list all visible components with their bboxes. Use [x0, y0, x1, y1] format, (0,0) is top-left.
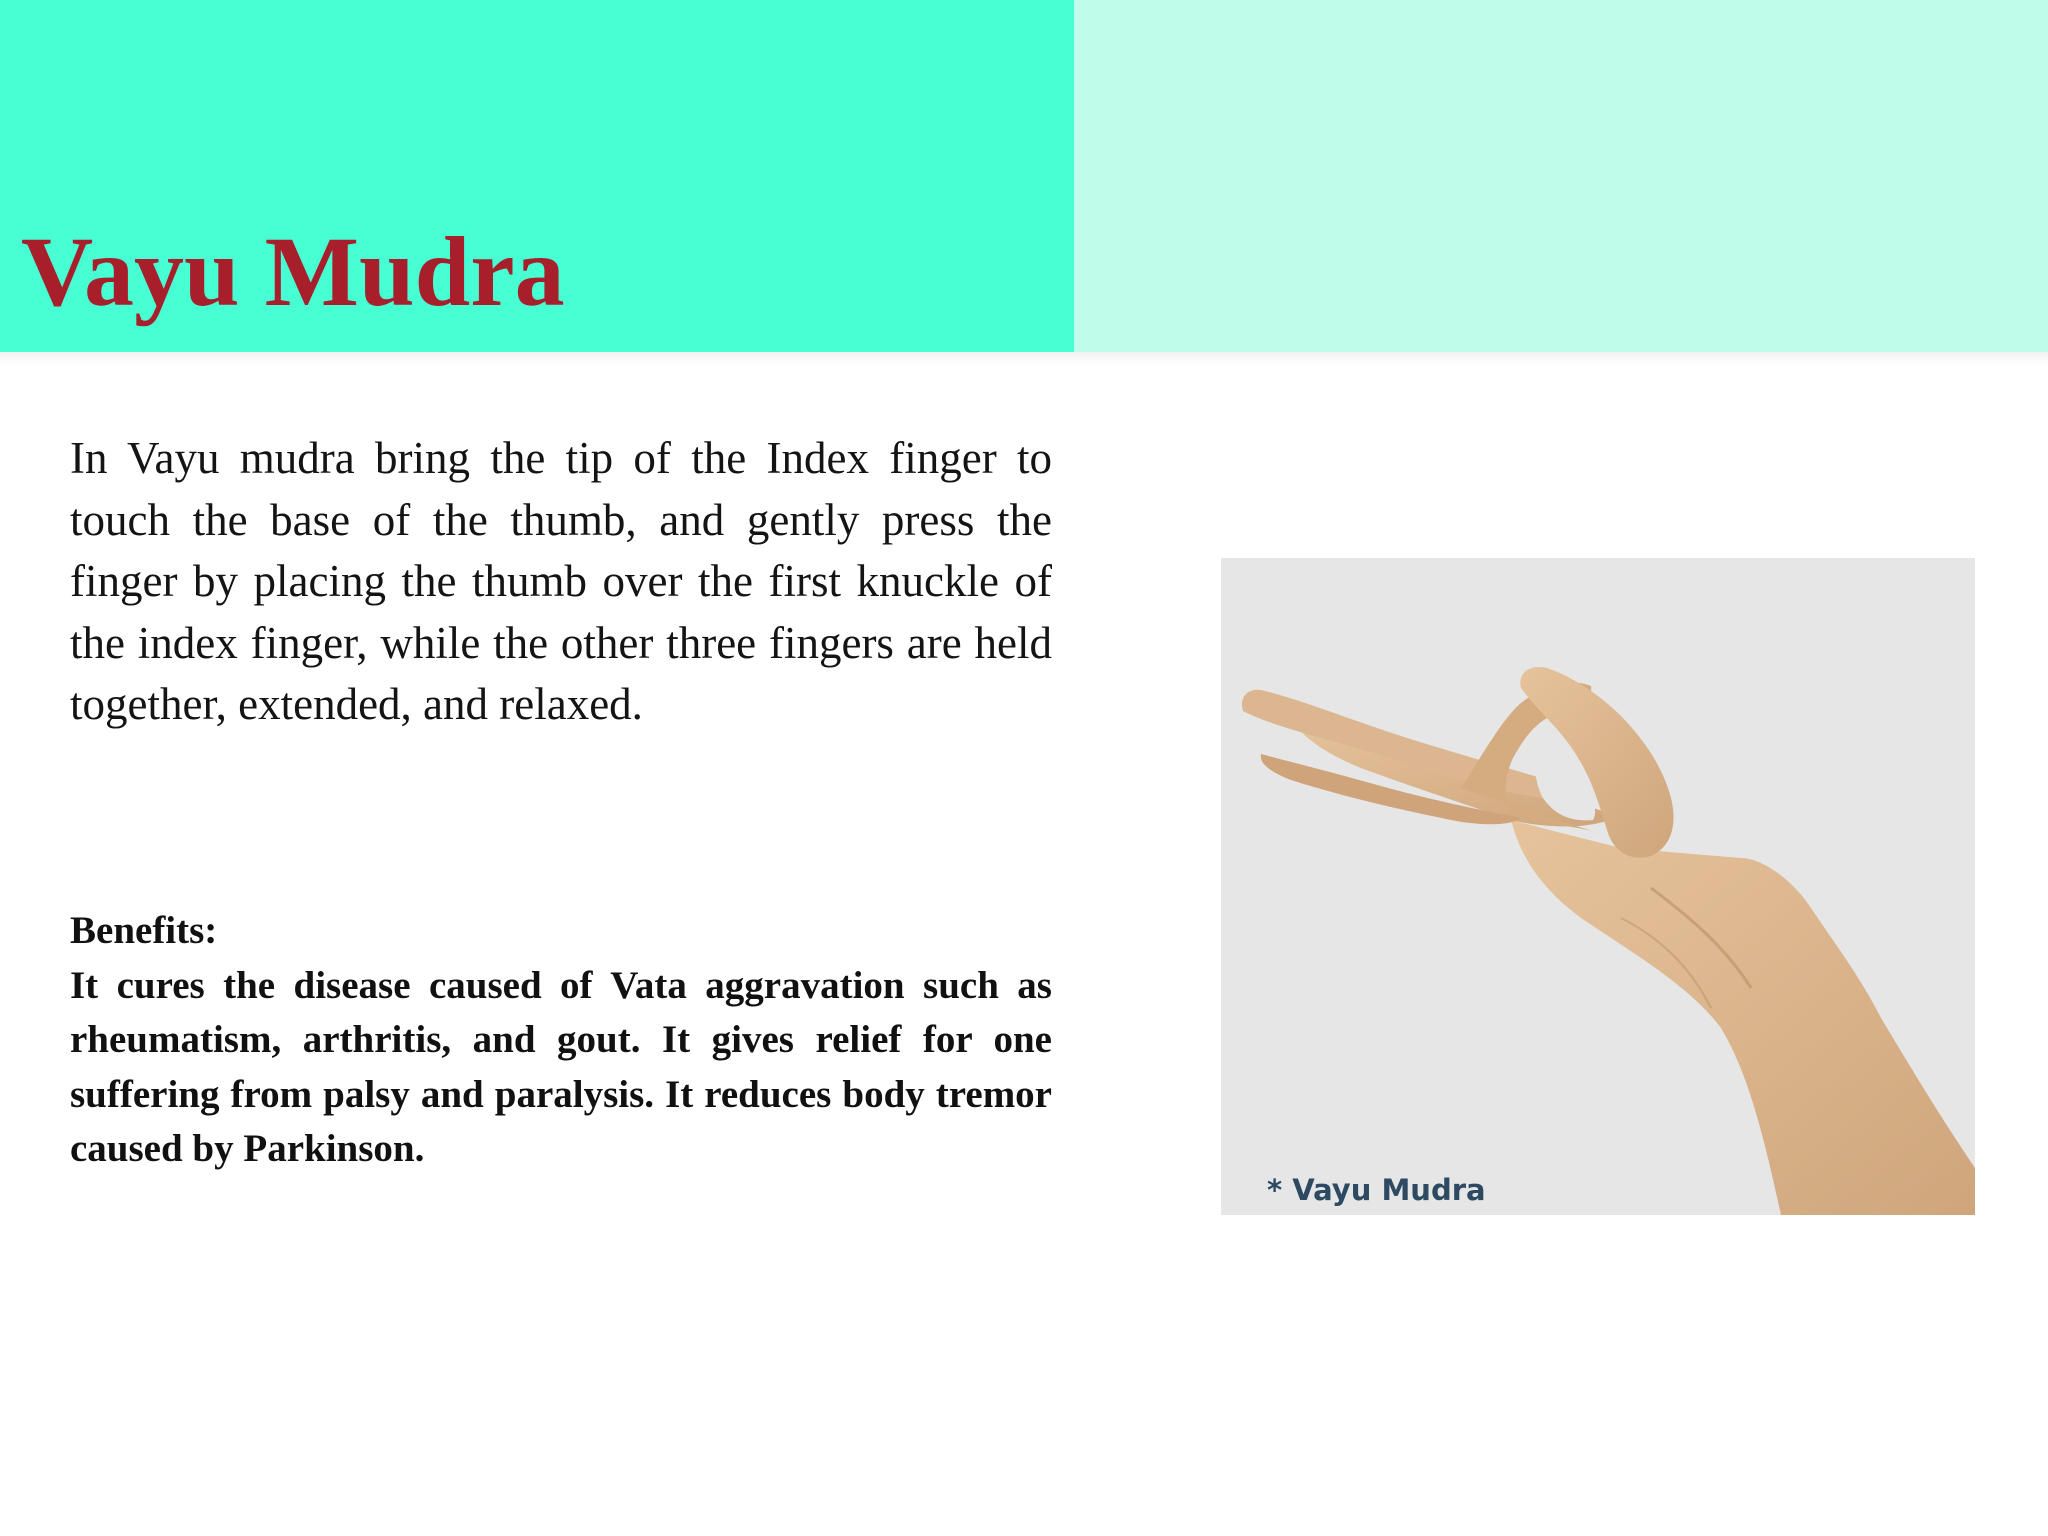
benefits-heading: Benefits: — [70, 909, 218, 952]
header-band-right — [1074, 0, 2048, 352]
figure-caption: * Vayu Mudra — [1267, 1173, 1486, 1207]
description-paragraph: In Vayu mudra bring the tip of the Index finger to touch the base of the thumb, and gently press the finger by placing the thumb over the first knuckle of the index finger, while the other three fingers are held together, extended, and relaxed. — [70, 433, 1052, 729]
benefits-text: It cures the disease caused of Vata aggravation such as rheumatism, arthritis, and gout. It gives relief for one suffering from palsy and paralysis. It reduces body tremor caused by Parkinson. — [70, 963, 1052, 1170]
hand-mudra-illustration — [1221, 558, 1975, 1215]
mudra-photo — [1221, 558, 1975, 1215]
header-shadow — [0, 352, 2048, 366]
slide-title: Vayu Mudra — [21, 216, 565, 327]
benefits-section — [70, 904, 1052, 1177]
